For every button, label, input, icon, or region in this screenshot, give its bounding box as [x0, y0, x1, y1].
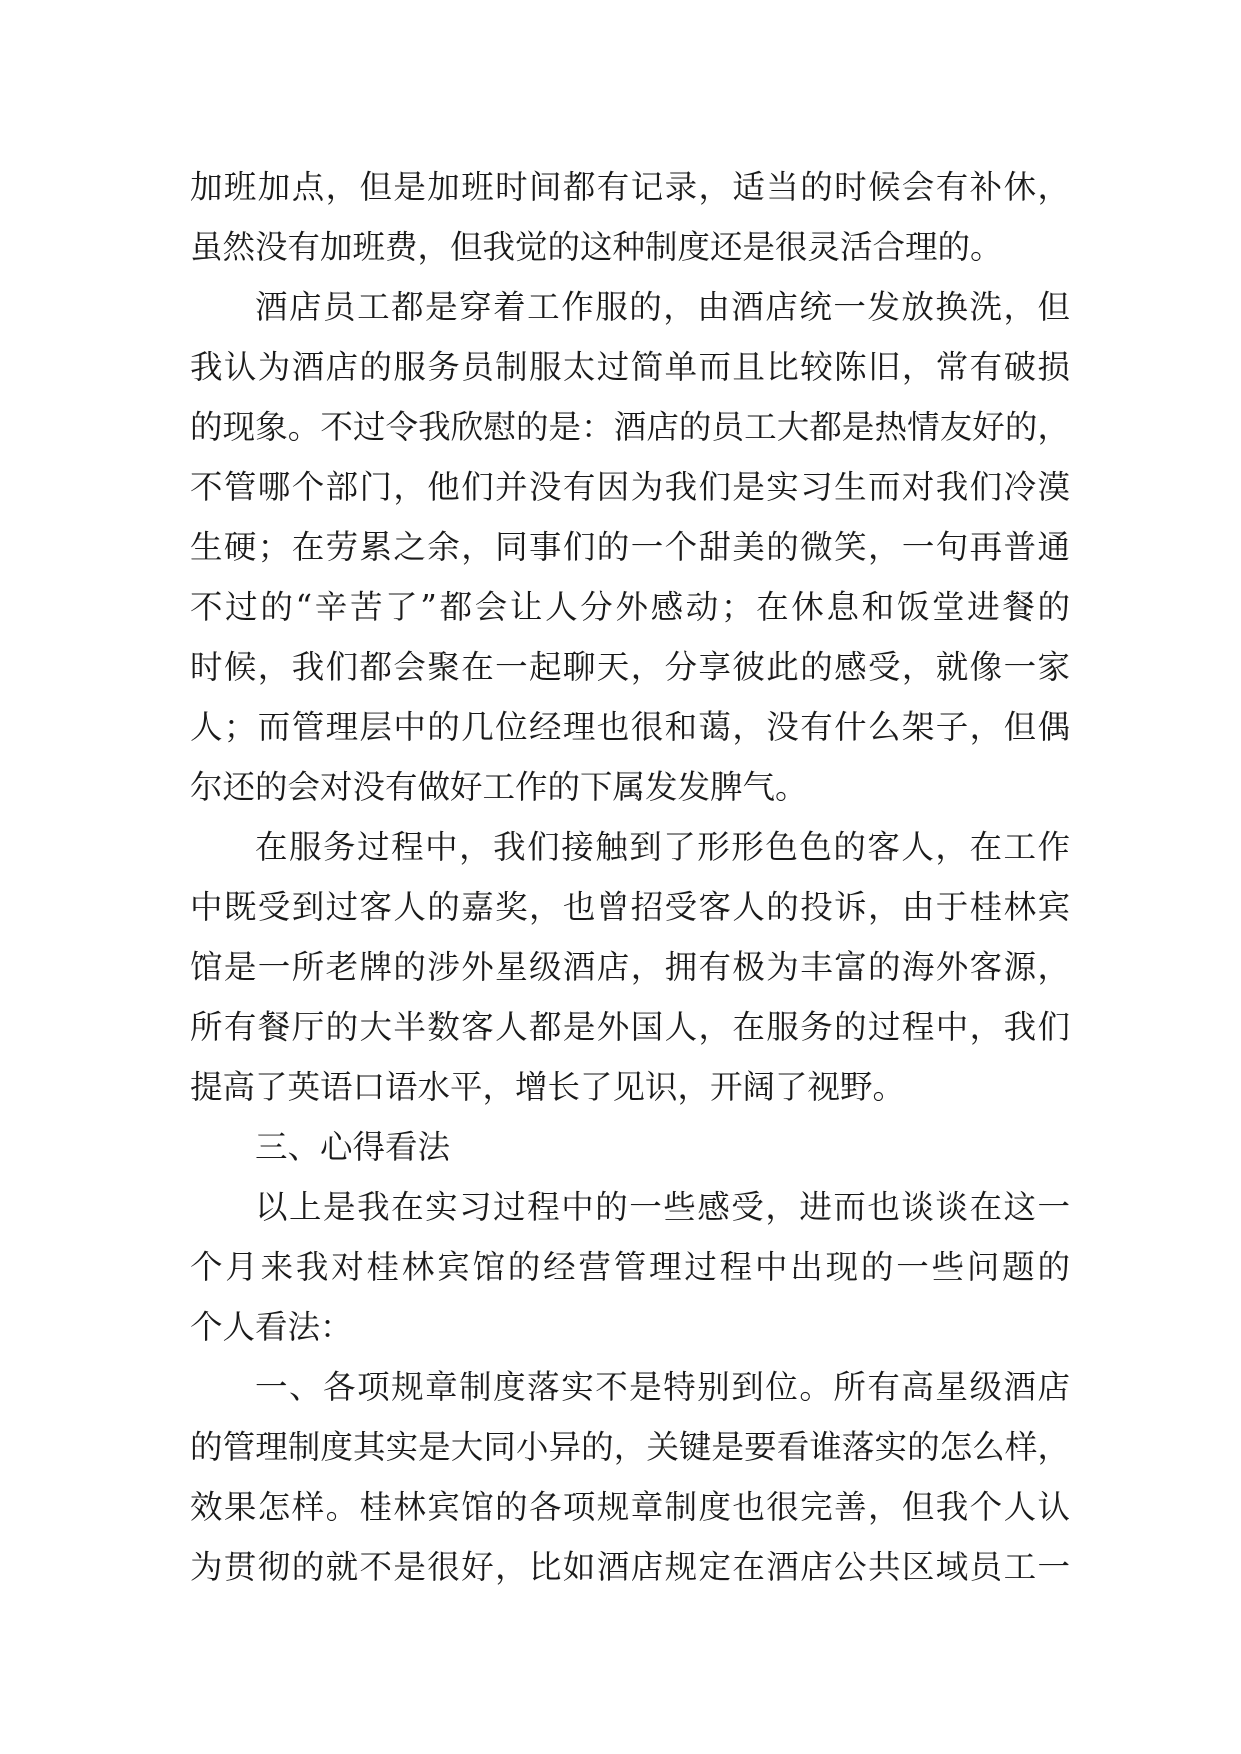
text-line: 的管理制度其实是大同小异的，关键是要看谁落实的怎么样， — [190, 1428, 1070, 1466]
text-line: 我认为酒店的服务员制服太过简单而且比较陈旧，常有破损 — [190, 348, 1070, 386]
text-line: 为贯彻的就不是很好，比如酒店规定在酒店公共区域员工一 — [190, 1548, 1070, 1586]
paragraph-first-line: 以上是我在实习过程中的一些感受，进而也谈谈在这一 — [255, 1188, 1070, 1226]
text-line: 中既受到过客人的嘉奖，也曾招受客人的投诉，由于桂林宾 — [190, 888, 1070, 926]
text-line: 虽然没有加班费，但我觉的这种制度还是很灵活合理的。 — [190, 228, 1003, 266]
text-line: 尔还的会对没有做好工作的下属发发脾气。 — [190, 768, 808, 806]
text-line: 时候，我们都会聚在一起聊天，分享彼此的感受，就像一家 — [190, 648, 1070, 686]
document-body — [190, 157, 1070, 1597]
paragraph-first-line: 酒店员工都是穿着工作服的，由酒店统一发放换洗，但 — [255, 288, 1070, 326]
text-line: 个月来我对桂林宾馆的经营管理过程中出现的一些问题的 — [190, 1248, 1070, 1286]
text-line: 馆是一所老牌的涉外星级酒店，拥有极为丰富的海外客源， — [190, 948, 1070, 986]
paragraph-first-line: 在服务过程中，我们接触到了形形色色的客人，在工作 — [255, 828, 1070, 866]
text-line: 的现象。不过令我欣慰的是：酒店的员工大都是热情友好的， — [190, 408, 1070, 446]
paragraph-first-line: 一、各项规章制度落实不是特别到位。所有高星级酒店 — [255, 1368, 1070, 1406]
section-heading: 三、心得看法 — [255, 1128, 451, 1166]
text-line: 人；而管理层中的几位经理也很和蔼，没有什么架子，但偶 — [190, 708, 1070, 746]
text-line: 个人看法： — [190, 1308, 353, 1346]
text-line: 提高了英语口语水平，增长了见识，开阔了视野。 — [190, 1068, 906, 1106]
text-line: 效果怎样。桂林宾馆的各项规章制度也很完善，但我个人认 — [190, 1488, 1070, 1526]
text-line: 不过的“辛苦了”都会让人分外感动；在休息和饭堂进餐的 — [190, 588, 1070, 626]
text-line: 不管哪个部门，他们并没有因为我们是实习生而对我们冷漠 — [190, 468, 1070, 506]
text-line: 生硬；在劳累之余，同事们的一个甜美的微笑，一句再普通 — [190, 528, 1070, 566]
text-line: 加班加点，但是加班时间都有记录，适当的时候会有补休， — [190, 168, 1070, 206]
text-line: 所有餐厅的大半数客人都是外国人，在服务的过程中，我们 — [190, 1008, 1070, 1046]
